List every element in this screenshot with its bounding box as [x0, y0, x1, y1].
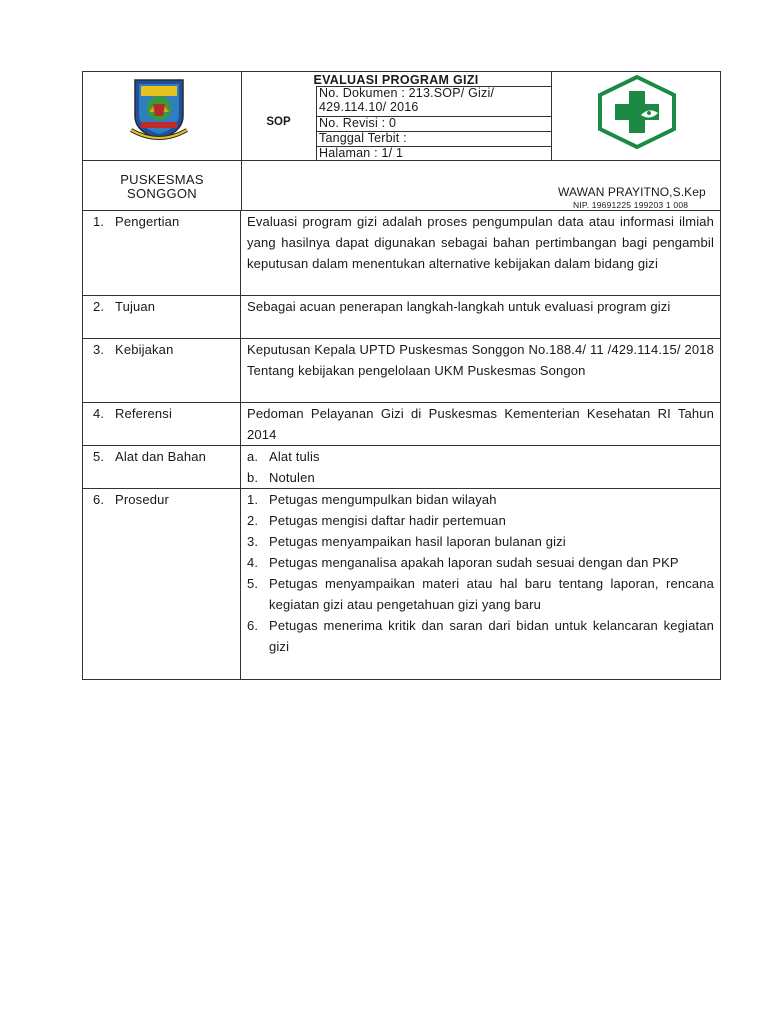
section-label: 2. Tujuan [83, 296, 241, 339]
section-label: 3. Kebijakan [83, 339, 241, 403]
section-list [241, 489, 721, 680]
section-text: Evaluasi program gizi adalah proses pengumpulan data atau informasi ilmiah yang hasilnya dapat digunakan sebagai bahan pertimbangan bagi pengambil keputusan dalam menentukan alternative kebijakan dalam bidang gizi [241, 211, 721, 296]
section-row [83, 211, 721, 296]
section-list [241, 446, 721, 489]
section-text: Pedoman Pelayanan Gizi di Puskesmas Kementerian Kesehatan RI Tahun 2014 [241, 403, 721, 446]
section-label: 5. Alat dan Bahan [83, 446, 241, 489]
organization-line1: PUSKESMAS [120, 172, 204, 187]
organization-name [83, 173, 241, 201]
signatory-name: WAWAN PRAYITNO,S.Kep [558, 185, 706, 199]
sop-document [82, 71, 721, 680]
section-label: 4. Referensi [83, 403, 241, 446]
list-item: a. Alat tulis [247, 449, 320, 464]
list-item: 2. Petugas mengisi daftar hadir pertemuan [247, 513, 506, 528]
section-row [83, 489, 721, 680]
list-item: 1. Petugas mengumpulkan bidan wilayah [247, 492, 497, 507]
puskesmas-cross-logo-icon [596, 75, 678, 149]
doc-number-line2: 429.114.10/ 2016 [319, 100, 419, 114]
sop-header [82, 71, 721, 211]
section-label: 1. Pengertian [83, 211, 241, 296]
issue-date: Tanggal Terbit : [319, 131, 407, 145]
signatory-nip: NIP. 19691225 199203 1 008 [573, 200, 689, 210]
list-item: 4. Petugas menganalisa apakah laporan sudah sesuai dengan dan PKP [247, 555, 679, 570]
list-item: 6. Petugas menerima kritik dan saran dari bidan untuk kelancaran kegiatan gizi [247, 618, 714, 654]
sop-content-table [82, 210, 721, 680]
section-label: 6. Prosedur [83, 489, 241, 680]
sop-label: SOP [266, 116, 291, 128]
regency-emblem-icon [127, 76, 191, 142]
list-item: 5. Petugas menyampaikan materi atau hal baru tentang laporan, rencana kegiatan gizi atau pengetahuan gizi yang baru [247, 576, 714, 612]
section-row [83, 446, 721, 489]
revision-number: No. Revisi : 0 [319, 116, 397, 130]
list-item: 3. Petugas menyampaikan hasil laporan bulanan gizi [247, 534, 566, 549]
document-title: EVALUASI PROGRAM GIZI [313, 73, 479, 87]
section-text: Keputusan Kepala UPTD Puskesmas Songgon No.188.4/ 11 /429.114.15/ 2018 Tentang kebijakan pengelolaan UKM Puskesmas Songon [241, 339, 721, 403]
list-item: b. Notulen [247, 470, 315, 485]
section-row [83, 296, 721, 339]
section-row [83, 403, 721, 446]
page-number: Halaman : 1/ 1 [319, 146, 404, 160]
section-text: Sebagai acuan penerapan langkah-langkah untuk evaluasi program gizi [241, 296, 721, 339]
organization-line2: SONGGON [127, 186, 197, 201]
doc-number-line1: No. Dokumen : 213.SOP/ Gizi/ [319, 86, 495, 100]
section-row [83, 339, 721, 403]
